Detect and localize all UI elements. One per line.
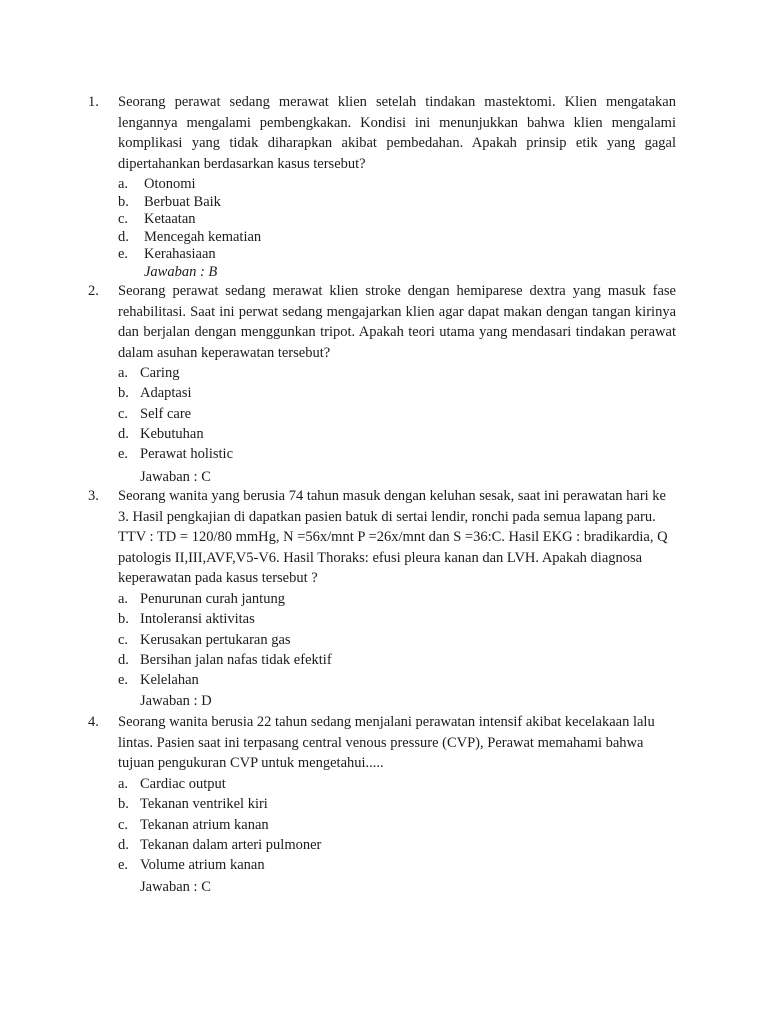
option-text: Tekanan dalam arteri pulmoner (140, 836, 322, 853)
option-letter: a. (118, 176, 129, 192)
option-letter: d. (118, 836, 129, 853)
question-number: 1. (88, 94, 99, 110)
option-c (118, 815, 678, 835)
option-list (118, 363, 678, 464)
option-text: Mencegah kematian (144, 228, 262, 245)
option-d (118, 650, 678, 670)
option-letter: b. (118, 385, 129, 402)
option-text: Adaptasi (140, 385, 192, 402)
option-text: Penurunan curah jantung (140, 591, 285, 607)
option-list (118, 589, 678, 690)
option-text: Berbuat Baik (144, 193, 221, 210)
option-text: Self care (140, 405, 192, 422)
option-e (118, 444, 678, 464)
question-text: Seorang wanita yang berusia 74 tahun masuk dengan keluhan sesak, saat ini perawatan hari ke 3. Hasil pengkajian di dapatkan pasien batuk di sertai lendir, ronchi pada semua lapang paru. TTV : TD = 120/80 mmHg, N =56x/mnt P =26x/mnt dan S =36:C. Hasil EKG : bradikardia, Q patologis II,III,AVF,V5-V6. Hasil Thoraks: efusi pleura kanan dan LVH. Apakah diagnosa keperawatan pada kasus tersebut ? (118, 488, 668, 586)
option-letter: e. (118, 446, 129, 463)
option-a (118, 363, 678, 383)
option-text: Perawat holistic (140, 446, 234, 463)
option-text: Kerusakan pertukaran gas (140, 631, 291, 648)
option-letter: c. (118, 631, 129, 648)
option-letter: d. (118, 651, 129, 668)
option-text: Intoleransi aktivitas (140, 611, 255, 628)
option-letter: b. (118, 611, 129, 628)
option-e (118, 670, 678, 690)
question-number: 4. (88, 714, 99, 730)
option-letter: c. (118, 816, 129, 833)
option-e (118, 855, 678, 875)
option-text: Tekanan atrium kanan (140, 816, 269, 833)
option-b (118, 383, 678, 403)
option-b (118, 194, 678, 212)
option-c (118, 211, 678, 229)
question-number: 2. (88, 283, 99, 299)
option-text: Ketaatan (144, 211, 196, 227)
option-a (118, 176, 678, 194)
option-a (118, 589, 678, 609)
option-text: Kelelahan (140, 672, 199, 689)
option-text: Bersihan jalan nafas tidak efektif (140, 651, 332, 668)
option-d (118, 835, 678, 855)
answer-key: Jawaban : B (144, 264, 218, 280)
question-number: 3. (88, 488, 99, 504)
question-text: Seorang wanita berusia 22 tahun sedang menjalani perawatan intensif akibat kecelakaan lalu lintas. Pasien saat ini terpasang central venous pressure (CVP), Perawat memahami bahwa tujuan pengukuran CVP untuk mengetahui..... (118, 714, 655, 771)
option-letter: b. (118, 796, 129, 813)
option-letter: e. (118, 857, 129, 874)
option-list (118, 176, 678, 264)
answer-key: Jawaban : C (140, 469, 211, 485)
option-list (118, 774, 678, 875)
option-letter: d. (118, 425, 129, 442)
option-letter: a. (118, 365, 129, 381)
option-letter: b. (118, 193, 129, 210)
option-letter: e. (118, 672, 129, 689)
option-letter: a. (118, 591, 129, 607)
option-text: Tekanan ventrikel kiri (140, 796, 268, 813)
option-c (118, 630, 678, 650)
answer-key: Jawaban : C (140, 879, 211, 895)
option-text: Kebutuhan (140, 425, 204, 442)
option-text: Cardiac output (140, 776, 226, 792)
option-b (118, 794, 678, 814)
option-letter: d. (118, 228, 129, 245)
option-letter: e. (118, 246, 129, 262)
option-e (118, 246, 678, 264)
answer-key: Jawaban : D (140, 693, 212, 709)
option-letter: c. (118, 211, 129, 227)
question-text: Seorang perawat sedang merawat klien setelah tindakan mastektomi. Klien mengatakan lengannya mengalami pembengkakan. Kondisi ini menunjukkan bahwa klien mengalami komplikasi yang tidak diharapkan akibat pembedahan. Apakah prinsip etik yang gagal dipertahankan berdasarkan kasus tersebut? (118, 94, 676, 172)
option-b (118, 609, 678, 629)
option-text: Otonomi (144, 176, 196, 192)
option-d (118, 229, 678, 247)
question-text: Seorang perawat sedang merawat klien stroke dengan hemiparese dextra yang masuk fase rehabilitasi. Saat ini perwat sedang mengajarkan klien agar dapat makan dengan tangan kirinya dan berjalan dengan menggunkan tripot. Apakah teori utama yang mendasari tindakan perawat dalam asuhan keperawatan tersebut? (118, 283, 676, 361)
option-text: Caring (140, 365, 180, 381)
option-text: Volume atrium kanan (140, 857, 265, 874)
option-letter: c. (118, 405, 129, 422)
option-letter: a. (118, 776, 129, 792)
option-c (118, 404, 678, 424)
option-text: Kerahasiaan (144, 246, 216, 262)
option-d (118, 424, 678, 444)
option-a (118, 774, 678, 794)
